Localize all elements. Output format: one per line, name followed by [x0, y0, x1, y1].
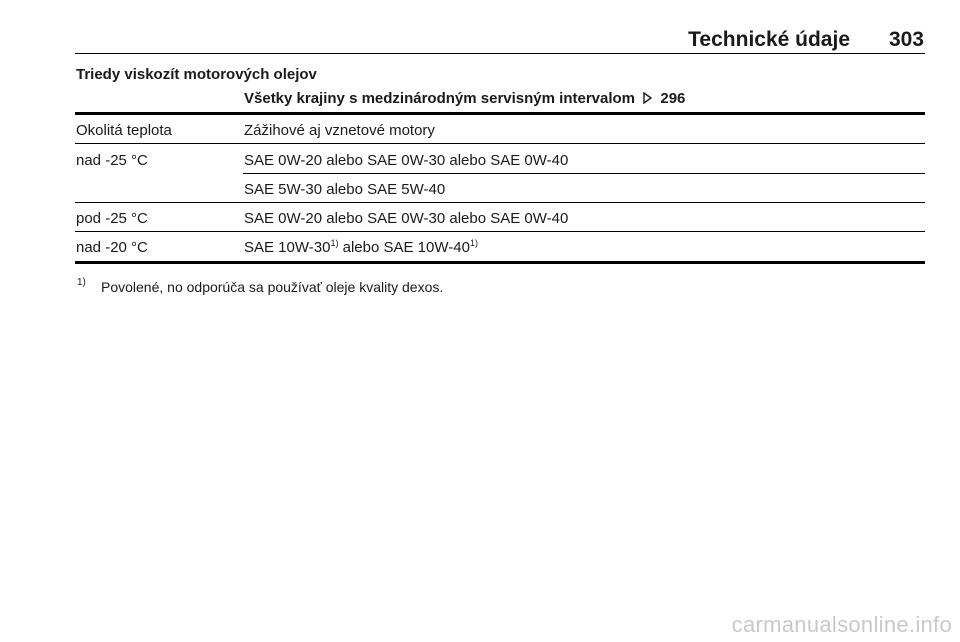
footnote-marker: 1): [77, 277, 86, 288]
oil-grade-cell: SAE 0W-20 alebo SAE 0W-30 alebo SAE 0W-40: [244, 210, 569, 227]
footnote-ref: 1): [469, 238, 478, 248]
footnote-ref: 1): [330, 238, 339, 248]
row-divider: [75, 143, 925, 144]
subheading-ref-page[interactable]: 296: [660, 90, 686, 107]
header-engines: Zážihové aj vznetové motory: [244, 122, 435, 139]
footnote-text: Povolené, no odporúča sa používať oleje kvality dexos.: [101, 279, 444, 295]
header-temperature: Okolitá teplota: [76, 122, 172, 139]
temperature-cell: nad -25 °C: [76, 152, 148, 169]
row-divider: [243, 173, 925, 174]
temperature-cell: nad -20 °C: [76, 239, 148, 256]
header-title: Technické údaje: [688, 28, 850, 51]
arrow-right-icon: [643, 90, 652, 108]
table-bottom-rule: [75, 261, 925, 264]
row-divider: [75, 202, 925, 203]
header-divider: [75, 53, 925, 54]
temperature-cell: pod -25 °C: [76, 210, 148, 227]
oil-grade-cell: [244, 239, 478, 257]
watermark: carmanualsonline.info: [731, 612, 952, 637]
subheading-text: Všetky krajiny s medzinárodným servisným intervalom: [244, 90, 636, 107]
oil-grade-a: SAE 10W-30: [244, 239, 331, 256]
row-divider: [75, 231, 925, 232]
oil-grade-cell: SAE 5W-30 alebo SAE 5W-40: [244, 181, 446, 198]
section-title: Triedy viskozít motorových olejov: [76, 66, 317, 83]
table-top-rule: [75, 112, 925, 115]
oil-grade-cell: SAE 0W-20 alebo SAE 0W-30 alebo SAE 0W-40: [244, 152, 569, 169]
page-number: 303: [888, 28, 924, 51]
table-subheading: [244, 90, 685, 108]
oil-grade-b: alebo SAE 10W-40: [338, 239, 470, 256]
